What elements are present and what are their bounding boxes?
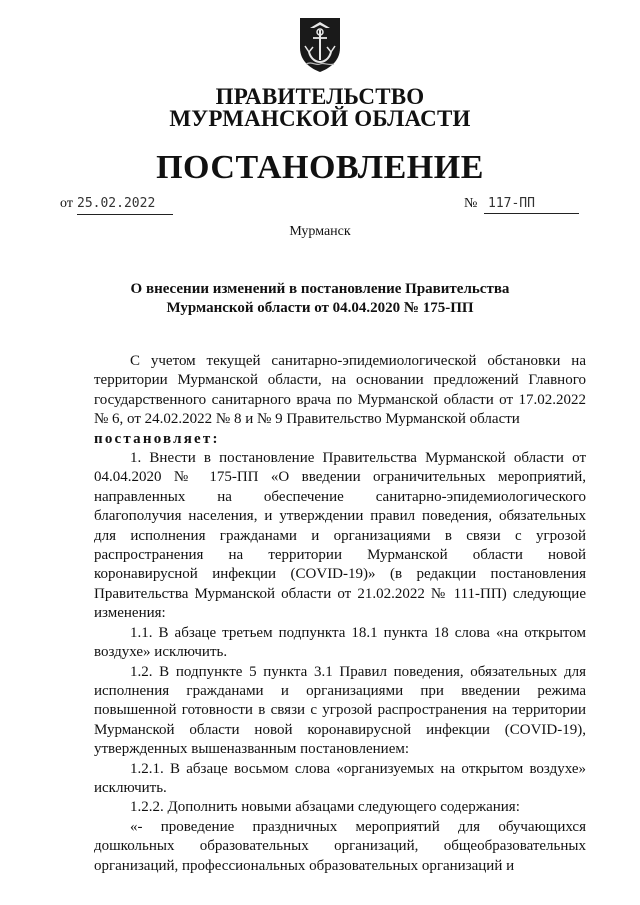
- number-prefix-label: №: [464, 196, 478, 211]
- resolves-word: постановляет:: [94, 430, 220, 447]
- government-title-line1: ПРАВИТЕЛЬСТВО: [215, 84, 425, 109]
- paragraph-1-1: 1.1. В абзаце третьем подпункта 18.1 пункта 18 слова «на открытом воздухе» исключить.: [94, 624, 586, 661]
- resolves-paragraph: [94, 430, 586, 449]
- intro-paragraph: С учетом текущей санитарно-эпидемиологической обстановки на территории Мурманской области, на основании предложений Главного государственного санитарного врача по Мурманской области от 17.02.2022 № 6, от 24.02.2022 № 8 и № 9 Правительство Мурманской области: [94, 353, 586, 428]
- coat-of-arms-icon: [296, 14, 344, 74]
- paragraph-1-2-1: 1.2.1. В абзаце восьмом слова «организуемых на открытом воздухе» исключить.: [94, 760, 586, 796]
- subject-line1: О внесении изменений в постановление Правительства: [130, 281, 510, 297]
- city-name: Мурманск: [289, 224, 351, 239]
- paragraph-1: 1. Внести в постановление Правительства Мурманской области от 04.04.2020 № 175-ПП «О введении ограничительных мероприятий, направленных на обеспечение санитарно-эпидемиологического благополучия населения, и утверждении правил поведения, обязательных для исполнения гражданами и организациями в связи с угрозой распространения на территории Мурманской области новой коронавирусной инфекции (COVID-19)» (в редакции постановления Правительства Мурманской области от 21.02.2022 № 111-ПП) следующие изменения:: [94, 450, 586, 622]
- government-title-line2: МУРМАНСКОЙ ОБЛАСТИ: [169, 106, 471, 131]
- document-type-title: ПОСТАНОВЛЕНИЕ: [156, 149, 484, 186]
- paragraph-1-2: 1.2. В подпункте 5 пункта 3.1 Правил поведения, обязательных для исполнения гражданами и организациями при введении режима повышенной готовности в связи с угрозой распространения на территории Мурманской области новой коронавирусной инфекции (COVID-19), утвержденных вышеназванным постановлением:: [94, 663, 586, 758]
- paragraph-1-2-2: 1.2.2. Дополнить новыми абзацами следующего содержания:: [130, 799, 520, 816]
- decree-date: 25.02.2022: [77, 196, 173, 215]
- decree-body: [94, 352, 586, 876]
- decree-subject: [100, 280, 540, 318]
- subject-line2: Мурманской области от 04.04.2020 № 175-ПП: [166, 300, 474, 316]
- decree-number: 117-ПП: [484, 196, 579, 214]
- quoted-paragraph: «- проведение праздничных мероприятий для обучающихся дошкольных образовательных организаций, общеобразовательных организаций, профессиональных образовательных организаций и: [94, 818, 586, 874]
- date-prefix-label: от: [60, 196, 73, 211]
